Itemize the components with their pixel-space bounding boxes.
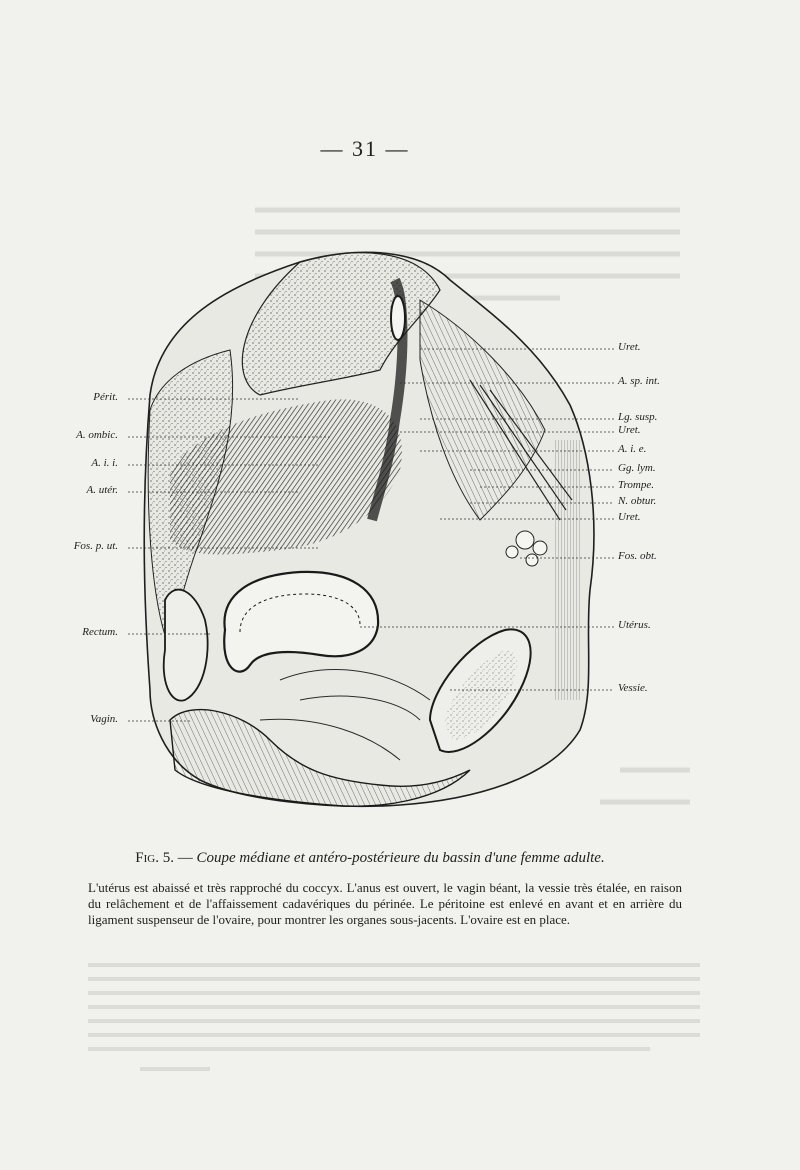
label-lg-susp: Lg. susp. [618,411,658,423]
label-perit: Périt. [93,391,118,403]
label-gg-lym: Gg. lym. [618,462,656,474]
figure-title: Coupe médiane et antéro-postérieure du bassin d'une femme adulte. [196,850,605,866]
label-fos-obt: Fos. obt. [618,550,657,562]
label-a-ombic: A. ombic. [76,429,118,441]
label-n-obtur: N. obtur. [618,495,657,507]
bleed-through-bottom [0,945,800,1085]
label-rectum: Rectum. [82,626,118,638]
label-a-i-e: A. i. e. [618,443,647,455]
label-trompe: Trompe. [618,479,654,491]
figure-number: Fig. 5. — [135,850,193,866]
label-vagin: Vagin. [90,713,118,725]
label-uret-3: Uret. [618,511,641,523]
vessel-section [391,296,405,340]
label-a-sp-int: A. sp. int. [618,375,660,387]
figure-legend: L'utérus est abaissé et très rapproché du coccyx. L'anus est ouvert, le vagin béant, la vessie très étalée, en raison du relâchement et de l'affaissement cadavériques du périnée. Le péritoine est enlevé en avant et en arrière du ligament suspenseur de l'ovaire, pour montrer les organes sous-jacents. L'ovaire est en place. [88,880,682,927]
label-a-i-i: A. i. i. [91,457,118,469]
label-fos-p-ut: Fos. p. ut. [73,540,118,552]
label-a-uter: A. utér. [86,484,118,496]
pubic-column [555,440,580,700]
label-vessie: Vessie. [618,682,648,694]
page-number: — 31 — [320,136,410,161]
label-uterus: Utérus. [618,619,651,631]
figure-caption [0,850,740,867]
label-uret-2: Uret. [618,424,641,436]
label-uret-1: Uret. [618,341,641,353]
